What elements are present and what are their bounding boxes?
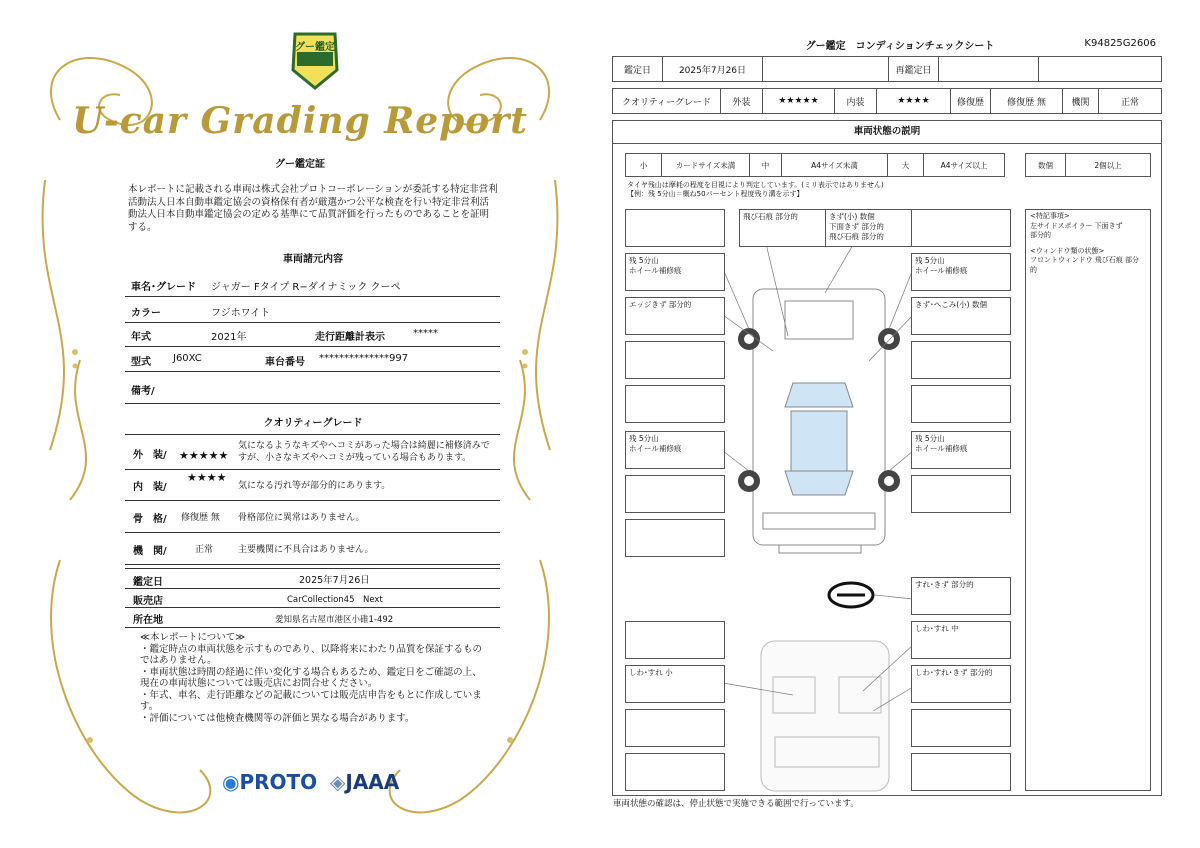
condition-check-sheet bbox=[600, 0, 1200, 848]
spec-model-label: 型式 bbox=[131, 357, 151, 368]
spec-row-year bbox=[125, 322, 500, 347]
vehicle-state-title: 車両状態の説明 bbox=[613, 121, 1161, 144]
tire-note-2: 【例：残 5分山＝概ね50パーセント程度残り溝を示す】 bbox=[627, 190, 804, 198]
jaaa-logo: ◈JAAA bbox=[330, 770, 400, 794]
quality-row-exterior bbox=[125, 434, 500, 470]
engine-label: 機関 bbox=[1063, 89, 1099, 113]
callout-box bbox=[911, 341, 1011, 379]
callout-box: 飛び石痕 部分的 bbox=[739, 209, 839, 247]
spec-name-value: ジャガー Fタイプ R−ダイナミック クーペ bbox=[211, 282, 401, 293]
spec-color-value: フジホワイト bbox=[211, 308, 271, 319]
address-value: 愛知県名古屋市港区小碓1-492 bbox=[275, 615, 394, 625]
quality-exterior-label: 外 装/ bbox=[133, 450, 167, 461]
callout-box: しわ･すれ･きず 部分的 bbox=[911, 665, 1011, 703]
info-row-shop bbox=[125, 588, 500, 608]
special-notes-title: <特記事項> bbox=[1030, 212, 1070, 220]
notes-title: ≪本レポートについて≫ bbox=[140, 632, 246, 643]
spec-row-color bbox=[125, 298, 500, 323]
note-item: ・鑑定時点の車両状態を示すものであり、以降将来にわたり品質を保証するものではありません。 bbox=[140, 643, 483, 666]
special-notes-panel bbox=[1025, 209, 1151, 791]
note-item: ・年式、車名、走行距離などの記載については販売店申告をもとに作成しています。 bbox=[140, 689, 482, 712]
callout-box: しわ･すれ 小 bbox=[625, 665, 725, 703]
spec-vin-label: 車台番号 bbox=[265, 357, 305, 368]
vehicle-state-panel bbox=[612, 120, 1162, 796]
quality-engine-comment: 主要機関に不具合はありません。 bbox=[238, 545, 374, 555]
grade-row bbox=[612, 88, 1162, 114]
callout-box: エッジきず 部分的 bbox=[625, 297, 725, 335]
quality-frame-value: 修復歴 無 bbox=[181, 513, 220, 523]
spec-row-remarks bbox=[125, 373, 500, 404]
special-notes-text: 左サイドスポイラー 下面きず 部分的 bbox=[1030, 221, 1123, 239]
spec-color-label: カラー bbox=[131, 308, 161, 319]
size-large-desc: A4サイズ以上 bbox=[940, 160, 988, 170]
note-item: ・評価については他検査機関等の評価と異なる場合があります。 bbox=[140, 712, 415, 724]
size-large: 大 bbox=[888, 154, 924, 176]
quality-engine-label: 機 関/ bbox=[133, 546, 167, 557]
repair-value: 修復歴 無 bbox=[991, 89, 1063, 113]
callout-box bbox=[625, 209, 725, 247]
size-mid: 中 bbox=[750, 154, 782, 176]
certificate-intro: 本レポートに記載される車両は株式会社プロトコーポレーションが委託する特定非営利活動法人日本自動車鑑定協会の資格保有者が厳選かつ公平な検査を行い特定非営利活動法人日本自動車鑑定協会の定める基準にて品質評価を行ったものであることを証明する。 bbox=[128, 184, 498, 233]
callout-box bbox=[625, 519, 725, 557]
quality-exterior-comment: 気になるようなキズやヘコミがあった場合は綺麗に補修済みですが、小さなキズやヘコミが残っている場合もあります。 bbox=[238, 441, 490, 463]
count-label: 数個 bbox=[1026, 154, 1066, 176]
quality-frame-label: 骨 格/ bbox=[133, 514, 167, 525]
quality-interior-stars: ★★★★ bbox=[187, 471, 227, 484]
info-row-date bbox=[125, 568, 500, 589]
certificate-subtitle: グー鑑定証 bbox=[275, 159, 325, 170]
date-label: 鑑定日 bbox=[613, 57, 663, 81]
qg-label: クオリティーグレード bbox=[613, 89, 721, 113]
inspection-date-label: 鑑定日 bbox=[133, 577, 163, 588]
size-small-desc: カードサイズ未満 bbox=[662, 154, 750, 176]
ext-value: ★★★★★ bbox=[763, 89, 835, 113]
spec-remarks-label: 備考/ bbox=[131, 386, 155, 397]
callout-box bbox=[625, 709, 725, 747]
info-row-address bbox=[125, 608, 500, 628]
window-notes-title: <ウィンドウ類の状態> bbox=[1030, 246, 1105, 255]
quality-section-title: クオリティーグレード bbox=[263, 418, 363, 429]
report-notes bbox=[140, 632, 490, 724]
callout-box: きず･へこみ(小) 数個 bbox=[911, 297, 1011, 335]
proto-logo: ◉PROTO bbox=[222, 770, 318, 794]
spec-vin-value: **************997 bbox=[319, 353, 409, 364]
size-small: 小 bbox=[626, 154, 662, 176]
spec-row-name bbox=[125, 272, 500, 297]
badge-text: グー鑑定 bbox=[295, 42, 335, 53]
quality-row-frame bbox=[125, 502, 500, 533]
reinspect-label: 再鑑定日 bbox=[889, 57, 939, 81]
callout-box bbox=[625, 385, 725, 423]
sheet-code: K94825G2606 bbox=[1084, 38, 1156, 49]
int-value: ★★★★ bbox=[877, 89, 951, 113]
sheet-footer-note: 車両状態の確認は、停止状態で実施できる範囲で行っています。 bbox=[613, 799, 859, 809]
quality-exterior-stars: ★★★★★ bbox=[179, 449, 229, 462]
date-row bbox=[612, 56, 1162, 82]
spec-mileage-value: ***** bbox=[413, 328, 438, 339]
sheet-title: グー鑑定 コンディションチェックシート bbox=[805, 41, 995, 52]
tire-note-1: タイヤ残山は摩耗の程度を目視により判定しています。(ミリ表示ではありません) bbox=[627, 181, 884, 189]
size-mid-desc: A4サイズ未満 bbox=[782, 154, 888, 176]
callout-box: 残 5分山 ホイール補修痕 bbox=[911, 431, 1011, 469]
spec-model-value: J60XC bbox=[173, 353, 202, 364]
engine-value: 正常 bbox=[1120, 97, 1139, 108]
quality-interior-comment: 気になる汚れ等が部分的にあります。 bbox=[238, 481, 391, 491]
callout-box: しわ･すれ 中 bbox=[911, 621, 1011, 659]
count-desc: 2個以上 bbox=[1094, 160, 1122, 170]
callout-box bbox=[911, 753, 1011, 791]
date-value: 2025年7月26日 bbox=[663, 57, 763, 81]
callout-box bbox=[911, 709, 1011, 747]
address-label: 所在地 bbox=[133, 615, 163, 626]
callout-box: 残 5分山 ホイール補修痕 bbox=[625, 253, 725, 291]
callout-box bbox=[911, 209, 1011, 247]
int-label: 内装 bbox=[835, 89, 877, 113]
spec-name-label: 車名･グレード bbox=[131, 282, 196, 293]
callout-box bbox=[911, 475, 1011, 513]
report-title: U-car Grading Report bbox=[72, 100, 528, 142]
spec-section-title: 車両諸元内容 bbox=[283, 254, 343, 265]
ext-label: 外装 bbox=[721, 89, 763, 113]
shop-label: 販売店 bbox=[133, 596, 163, 607]
window-notes-text: フロントウィンドウ 飛び石痕 部分的 bbox=[1030, 256, 1140, 274]
spec-mileage-label: 走行距離計表示 bbox=[315, 332, 385, 343]
callout-box bbox=[625, 621, 725, 659]
repair-label: 修復歴 bbox=[951, 89, 991, 113]
quality-row-interior bbox=[125, 470, 500, 501]
callout-box: すれ･きず 部分的 bbox=[911, 577, 1011, 615]
callout-box bbox=[625, 753, 725, 791]
callout-box bbox=[911, 385, 1011, 423]
quality-engine-value: 正常 bbox=[195, 545, 214, 555]
callout-box: 残 5分山 ホイール補修痕 bbox=[625, 431, 725, 469]
spec-row-model bbox=[125, 347, 500, 372]
quality-row-engine bbox=[125, 534, 500, 565]
quality-interior-label: 内 装/ bbox=[133, 482, 167, 493]
callout-box bbox=[625, 475, 725, 513]
note-item: ・車両状態は時間の経過に伴い変化する場合もあるため、鑑定日をご確認の上、現在の車両状態については販売店にお問合せください。 bbox=[140, 666, 482, 689]
shop-value: CarCollection45 Next bbox=[287, 595, 383, 605]
spec-year-value: 2021年 bbox=[211, 332, 247, 343]
callout-box: きず(小) 数個 下面きず 部分的 飛び石痕 部分的 bbox=[825, 209, 925, 247]
spec-year-label: 年式 bbox=[131, 332, 151, 343]
callout-box: 残 5分山 ホイール補修痕 bbox=[911, 253, 1011, 291]
callout-box bbox=[625, 341, 725, 379]
quality-frame-comment: 骨格部位に異常はありません。 bbox=[238, 513, 365, 523]
inspection-date-value: 2025年7月26日 bbox=[299, 575, 370, 586]
